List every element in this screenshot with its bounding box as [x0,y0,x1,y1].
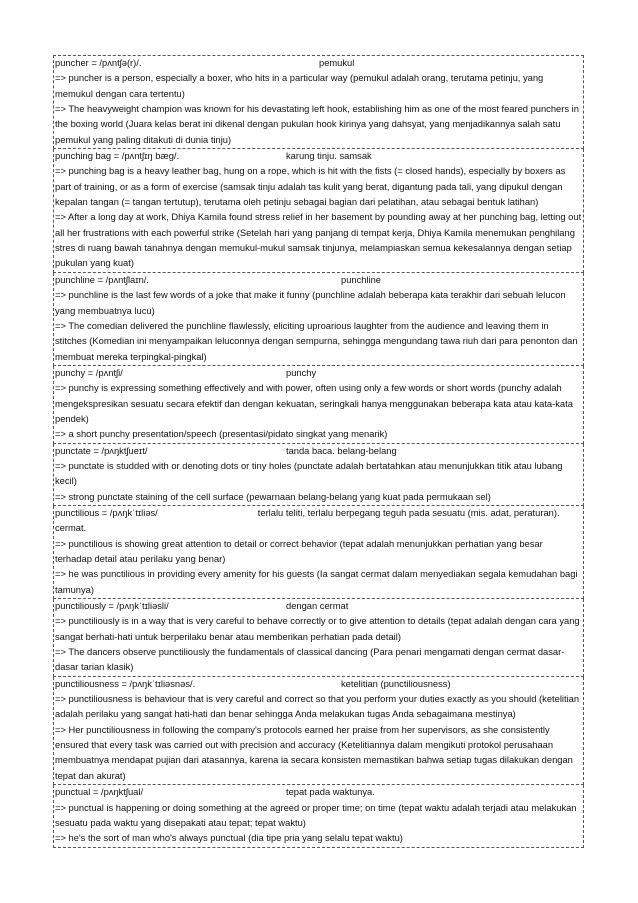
entry-headline [55,599,582,614]
definition-line: => punctate is studded with or denoting dots or tiny holes (punctate adalah bertatahkan atau menunjukkan titik atau lubang kecil) [55,460,563,487]
headword: punctiliously = /pʌŋkˈtɪliəsli/ [55,601,169,612]
entry-punchy [53,366,584,444]
translation: karung tinju. samsak [286,151,372,162]
entry-punching-bag [53,149,584,273]
headword: punchline = /pʌntʃlaɪn/. [55,274,149,285]
example-line: => a short punchy presentation/speech (presentasi/pidato singkat yang menarik) [55,429,388,440]
entry-headline [55,273,582,288]
translation: pemukul [319,58,355,68]
translation: tanda baca. belang-belang [286,445,397,456]
entry-punctual [53,785,584,847]
definition-line: => punctiliously is in a way that is very careful to behave correctly or to give attention to details (tepat adalah dengan cara yang sangat berhati-hati untuk berperilaku benar atau memberikan perhatian pada detail) [55,616,580,642]
headword: punctate = /pʌŋktʃueɪt/ [55,445,148,456]
example-line: => The comedian delivered the punchline flawlessly, eliciting uproarious laughter from the audience and leaving them in stitches (Komedian ini menyampaikan leluconnya dengan sempurna, sehingga mengundang tawa riuh dari para penonton dan membuat mereka terpingkal-pingkal) [55,320,578,362]
example-line: => Her punctiliousness in following the company's protocols earned her praise from her supervisors, as she consistently ensured that every task was carried out with precision and accuracy (Ketelitiannya dalam mengikuti protokol perusahaan membuatnya mendapat pujian dari atasannya, karena ia secara konsisten memastikan bahwa setiap tugas dilakukan dengan tepat dan akurat) [55,724,573,781]
entry-punctilious [53,506,584,599]
example-line: => he's the sort of man who's always punctual (dia tipe pria yang selalu tepat waktu) [55,833,403,844]
entry-headline [55,506,582,537]
definition-line: => punctual is happening or doing something at the agreed or proper time; on time (tepat waktu adalah terjadi atau melakukan sesuatu pada waktu yang disepakati atau tepat; tepat waktu) [55,802,577,828]
translation: terlalu teliti, terlalu berpegang teguh pada sesuatu (mis. adat, peraturan). cermat. [55,507,560,534]
definition-line: => punctiliousness is behaviour that is very careful and correct so that you perform your duties exactly as you should (ketelitian adalah perilaku yang sangat hati-hati dan benar sehingga Anda melakukan tugas Anda sebagaimana mestinya) [55,694,580,720]
example-line: => strong punctate staining of the cell surface (pewarnaan belang-belang yang kuat pada permukaan sel) [55,491,491,502]
entry-punctiliousness [53,677,584,785]
entry-headline [55,56,582,71]
translation: ketelitian (punctiliousness) [341,678,451,689]
definition-line: => punctilious is showing great attention to detail or correct behavior (tepat adalah menunjukkan perhatian yang besar terhadap detail atau perilaku yang benar) [55,538,543,564]
definition-line: => punching bag is a heavy leather bag, hung on a rope, which is hit with the fists (= closed hands), especially by boxers as part of training, or as a form of exercise (samsak tinju adalah tas kulit yang berat, digantung pada tali, yang dipukul dengan kepalan tangan (= tangan tertutup), terutama oleh petinju sebagai bagian dari pelatihan, atau sebagai bentuk latihan) [55,166,566,208]
entry-headline [55,444,582,459]
definition-line: => puncher is a person, especially a boxer, who hits in a particular way (pemukul adalah orang, terutama petinju, yang memukul dengan cara tertentu) [55,73,544,99]
entry-puncher [53,55,584,149]
translation: punchy [286,367,317,378]
example-line: => The heavyweight champion was known for his devastating left hook, establishing him as one of the most feared punchers in the boxing world (Juara kelas berat ini dikenal dengan pukulan hook kirinya yang dahsyat, yang menjadikannya salah satu pemukul yang paling ditakuti di dunia tinju) [55,104,579,145]
headword: punctiliousness = /pʌŋkˈtɪliəsnəs/. [55,678,196,689]
headword: punctual = /pʌŋktʃual/ [55,787,144,798]
headword: punctilious = /pʌŋkˈtɪliəs/ [55,507,158,518]
entry-punchline [53,273,584,366]
translation: tepat pada waktunya. [286,787,375,798]
entry-headline [55,149,582,164]
entry-punctiliously [53,599,584,677]
entry-punctate [53,444,584,506]
entry-headline [55,366,582,381]
example-line: => After a long day at work, Dhiya Kamila found stress relief in her basement by pounding away at her punching bag, letting out all her frustrations with each powerful strike (Setelah hari yang panjang di tempat kerja, Dhiya Kamila menemukan penghilang stres di ruang bawah tanahnya dengan memukul-mukul samsak tinjunya, melampiaskan semua kekesalannya dengan setiap pukulan yang kuat) [55,212,582,269]
headword: punching bag = /pʌntʃɪŋ bæg/. [55,151,180,162]
entry-headline [55,677,582,692]
definition-line: => punchy is expressing something effectively and with power, often using only a few words or short words (punchy adalah mengekspresikan sesuatu secara efektif dan dengan kekuatan, seringkali hanya menggunakan beberapa kata atau kata-kata pendek) [55,383,573,424]
translation: punchline [341,274,382,285]
entry-headline [55,785,582,800]
example-line: => The dancers observe punctiliously the fundamentals of classical dancing (Para penari mengamati dengan cermat dasar-dasar tarian klasik) [55,647,565,673]
example-line: => he was punctilious in providing every amenity for his guests (Ia sangat cermat dalam menyediakan segala kemudahan bagi tamunya) [55,569,578,595]
definition-line: => punchline is the last few words of a joke that make it funny (punchline adalah beberapa kata terakhir dari sebuah lelucon yang membuatnya lucu) [55,290,566,316]
headword: punchy = /pʌntʃi/ [55,367,123,378]
dictionary-page [53,55,584,848]
translation: dengan cermat [286,601,349,612]
headword: puncher = /pʌntʃə(r)/. [55,58,142,68]
